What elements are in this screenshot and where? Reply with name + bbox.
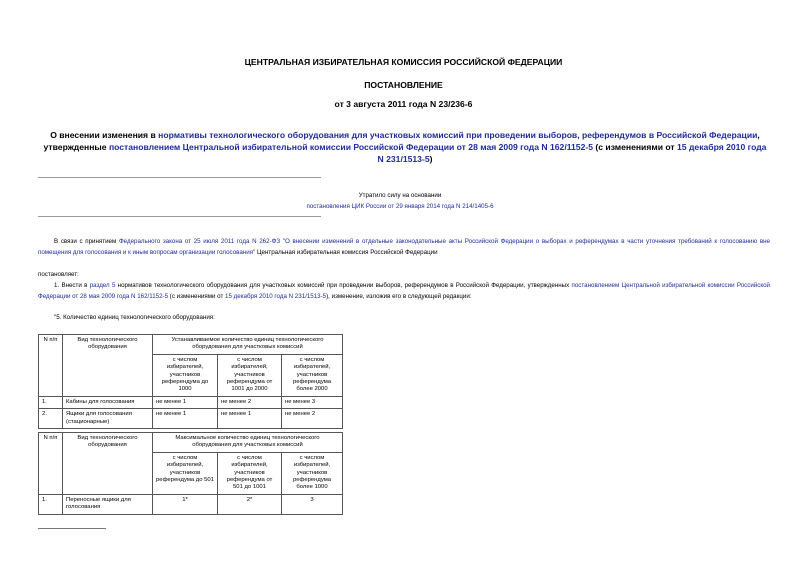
row-value: 2* — [218, 494, 282, 514]
title-text: (с изменениями от — [593, 142, 678, 152]
item-1-paragraph — [38, 280, 770, 302]
item-text: (с изменениями от — [168, 293, 226, 300]
table-row — [39, 409, 343, 429]
installed-equipment-table — [38, 334, 343, 429]
item-text: нормативов технологического оборудования для участковых комиссий при проведении выборов, референдумов в Российской Федерации, утвержденных — [115, 282, 572, 289]
resolves-text: постановляет: — [38, 271, 79, 278]
row-number: 1. — [39, 396, 63, 408]
col-group-header: Устанавливаемое количество единиц технологического оборудования для участковых комиссий — [153, 335, 343, 355]
preamble-text: Центральная избирательная комиссия Российской Федерации — [255, 249, 438, 256]
row-value: не менее 2 — [282, 409, 343, 429]
federal-law-link[interactable]: Федерального закона от 25 июля 2011 года N 262-ФЗ "О внесении изменений в отдельные законодательные акты Российской Федерации о выборах и референдумах в части уточнения требований к голосованию вне помещения для голосования и к иным вопросам организации голосования" — [38, 238, 770, 256]
repeal-link[interactable]: постановления ЦИК России от 29 января 2014 года N 214/1405-6 — [306, 203, 494, 210]
validity-note: Утратило силу на основании — [358, 192, 442, 199]
row-name: Кабины для голосования — [63, 396, 153, 408]
table-row — [39, 396, 343, 408]
standards-link[interactable]: нормативы технологического оборудования для участковых комиссий при проведении выборов, референдумов в Российской Федерации — [158, 130, 758, 140]
row-value: 1* — [153, 494, 218, 514]
row-number: 1. — [39, 494, 63, 514]
row-value: не менее 1 — [218, 409, 282, 429]
amendment-link[interactable]: 15 декабря 2010 года N 231/1513-5 — [225, 293, 327, 300]
resolution-link[interactable]: постановлением Центральной избирательной комиссии Российской Федерации от 28 мая 2009 года N 162/1152-5 — [38, 282, 770, 300]
item-text: 1. Внести в — [54, 282, 90, 289]
subheader-cell: с числом избирателей, участников референдума более 1000 — [282, 452, 343, 494]
row-value: 3 — [282, 494, 343, 514]
divider-top — [38, 177, 321, 178]
subheader-cell: с числом избирателей, участников референдума от 501 до 1001 — [218, 452, 282, 494]
row-value: не менее 1 — [153, 409, 218, 429]
divider-bottom — [38, 216, 321, 217]
row-value: не менее 3 — [282, 396, 343, 408]
footnote-divider — [38, 528, 106, 529]
col-header-number: N п/п — [39, 335, 63, 397]
resolution-link[interactable]: постановлением Центральной избирательной комиссии Российской Федерации от 28 мая 2009 года N 162/1152-5 — [108, 142, 593, 152]
row-name: Переносные ящики для голосования — [63, 494, 153, 514]
row-value: не менее 1 — [153, 396, 218, 408]
table-header-row — [39, 433, 343, 453]
subheader-cell: с числом избирателей, участников референдума до 501 — [153, 452, 218, 494]
max-equipment-table — [38, 432, 343, 515]
title-text: , утвержденные — [43, 130, 760, 152]
table-row — [39, 494, 343, 514]
subheader-cell: с числом избирателей, участников референдума до 1000 — [153, 354, 218, 396]
section-5-title: "5. Количество единиц технологического оборудования: — [54, 314, 215, 321]
col-header-type: Вид технологического оборудования — [63, 433, 153, 495]
col-header-type: Вид технологического оборудования — [63, 335, 153, 397]
subheader-cell: с числом избирателей, участников референдума от 1001 до 2000 — [218, 354, 282, 396]
org-heading: ЦЕНТРАЛЬНАЯ ИЗБИРАТЕЛЬНАЯ КОМИССИЯ РОССИЙСКОЙ ФЕДЕРАЦИИ — [244, 57, 563, 67]
item-text: ), изменение, изложив его в следующей редакции: — [326, 293, 472, 300]
row-value: не менее 2 — [218, 396, 282, 408]
table-header-row — [39, 335, 343, 355]
date-number: от 3 августа 2011 года N 23/236-6 — [334, 99, 473, 109]
col-group-header: Максимальное количество единиц технологического оборудования для участковых комиссий — [153, 433, 343, 453]
row-number: 2. — [39, 409, 63, 429]
preamble-text: В связи с принятием — [54, 238, 119, 245]
title-text: О внесении изменения в — [50, 130, 159, 140]
title-text: ) — [429, 154, 433, 164]
amendment-link[interactable]: 15 декабря 2010 года N 231/1513-5 — [377, 142, 767, 164]
document-title — [40, 129, 770, 165]
col-header-number: N п/п — [39, 433, 63, 495]
section-5-link[interactable]: раздел 5 — [89, 282, 116, 289]
row-name: Ящики для голосования (стационарные) — [63, 409, 153, 429]
preamble-paragraph — [38, 236, 770, 258]
subheader-cell: с числом избирателей, участников референдума более 2000 — [282, 354, 343, 396]
doc-type-heading: ПОСТАНОВЛЕНИЕ — [364, 80, 443, 90]
